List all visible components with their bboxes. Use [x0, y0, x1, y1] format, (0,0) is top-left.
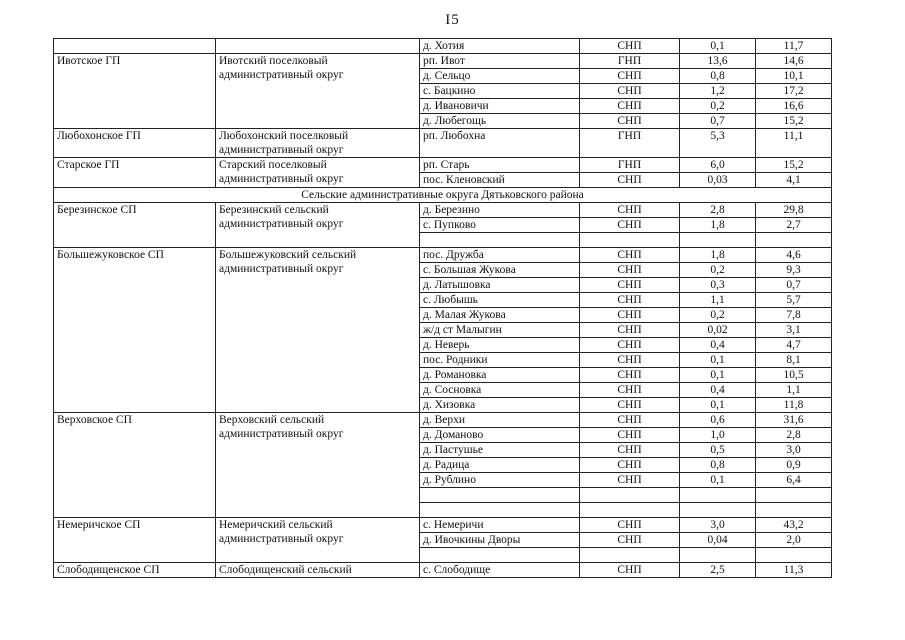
- value-b: 16,6: [756, 99, 832, 114]
- value-a: 0,7: [680, 114, 756, 129]
- blank-cell: [756, 503, 832, 518]
- district-cell: Слободищенское СП: [54, 563, 216, 578]
- value-a: 0,04: [680, 533, 756, 548]
- page-number: I5: [445, 12, 460, 28]
- okrug-cell: Немеричский сельский административный округ: [216, 518, 420, 563]
- settlement-type: СНП: [580, 39, 680, 54]
- table-row: [54, 203, 832, 218]
- district-cell: [54, 39, 216, 54]
- value-a: 2,5: [680, 563, 756, 578]
- value-a: 0,5: [680, 443, 756, 458]
- blank-cell: [680, 503, 756, 518]
- settlement-type: СНП: [580, 398, 680, 413]
- district-cell: Большежуковское СП: [54, 248, 216, 413]
- value-b: 43,2: [756, 518, 832, 533]
- blank-cell: [580, 503, 680, 518]
- value-a: 0,2: [680, 308, 756, 323]
- table-row: [54, 54, 832, 69]
- blank-cell: [420, 548, 580, 563]
- settlement-name: д. Малая Жукова: [420, 308, 580, 323]
- okrug-cell: Березинский сельский административный округ: [216, 203, 420, 248]
- settlement-name: рп. Старь: [420, 158, 580, 173]
- value-a: 0,2: [680, 263, 756, 278]
- okrug-cell: Любохонский поселковый административный округ: [216, 129, 420, 158]
- value-b: 5,7: [756, 293, 832, 308]
- settlement-type: СНП: [580, 323, 680, 338]
- value-a: 0,1: [680, 398, 756, 413]
- value-a: 1,2: [680, 84, 756, 99]
- blank-cell: [680, 488, 756, 503]
- settlement-type: СНП: [580, 428, 680, 443]
- value-a: 0,3: [680, 278, 756, 293]
- settlement-name: пос. Дружба: [420, 248, 580, 263]
- settlement-type: СНП: [580, 69, 680, 84]
- value-b: 4,1: [756, 173, 832, 188]
- value-a: 13,6: [680, 54, 756, 69]
- settlement-type: СНП: [580, 338, 680, 353]
- settlement-type: ГНП: [580, 129, 680, 158]
- district-cell: Старское ГП: [54, 158, 216, 188]
- settlement-type: СНП: [580, 533, 680, 548]
- settlement-name: с. Слободище: [420, 563, 580, 578]
- blank-cell: [756, 548, 832, 563]
- value-a: 0,03: [680, 173, 756, 188]
- blank-cell: [680, 233, 756, 248]
- value-a: 0,1: [680, 473, 756, 488]
- settlement-name: пос. Кленовский: [420, 173, 580, 188]
- value-b: 17,2: [756, 84, 832, 99]
- value-a: 0,2: [680, 99, 756, 114]
- okrug-cell: Верховский сельский административный округ: [216, 413, 420, 518]
- settlement-name: д. Хизовка: [420, 398, 580, 413]
- value-a: 6,0: [680, 158, 756, 173]
- value-a: 0,02: [680, 323, 756, 338]
- value-a: 0,1: [680, 39, 756, 54]
- okrug-cell: Слободищенский сельский: [216, 563, 420, 578]
- district-cell: Немеричское СП: [54, 518, 216, 563]
- settlement-name: рп. Ивот: [420, 54, 580, 69]
- value-a: 1,8: [680, 218, 756, 233]
- settlement-type: СНП: [580, 114, 680, 129]
- blank-cell: [580, 488, 680, 503]
- settlement-type: СНП: [580, 173, 680, 188]
- value-b: 0,9: [756, 458, 832, 473]
- okrug-cell: Большежуковский сельский административный округ: [216, 248, 420, 413]
- settlement-type: СНП: [580, 473, 680, 488]
- settlement-type: СНП: [580, 563, 680, 578]
- value-a: 1,0: [680, 428, 756, 443]
- settlement-type: СНП: [580, 263, 680, 278]
- settlement-name: д. Неверь: [420, 338, 580, 353]
- value-b: 3,1: [756, 323, 832, 338]
- table-row: [54, 518, 832, 533]
- settlement-name: с. Немеричи: [420, 518, 580, 533]
- settlement-name: с. Большая Жукова: [420, 263, 580, 278]
- value-b: 2,8: [756, 428, 832, 443]
- settlement-type: СНП: [580, 99, 680, 114]
- value-b: 2,7: [756, 218, 832, 233]
- table-row: [54, 158, 832, 173]
- table-row: [54, 248, 832, 263]
- blank-cell: [420, 503, 580, 518]
- settlement-name: пос. Родники: [420, 353, 580, 368]
- settlement-type: СНП: [580, 308, 680, 323]
- settlement-name: д. Пастушье: [420, 443, 580, 458]
- settlement-name: д. Любегощь: [420, 114, 580, 129]
- value-a: 3,0: [680, 518, 756, 533]
- value-b: 11,8: [756, 398, 832, 413]
- settlement-type: СНП: [580, 443, 680, 458]
- value-a: 0,8: [680, 69, 756, 84]
- value-b: 15,2: [756, 114, 832, 129]
- value-a: 1,8: [680, 248, 756, 263]
- value-b: 2,0: [756, 533, 832, 548]
- table-row: [54, 39, 832, 54]
- district-cell: Верховское СП: [54, 413, 216, 518]
- value-a: 0,6: [680, 413, 756, 428]
- value-b: 3,0: [756, 443, 832, 458]
- value-b: 0,7: [756, 278, 832, 293]
- value-b: 7,8: [756, 308, 832, 323]
- section-title: Сельские административные округа Дятьковского района: [54, 188, 832, 203]
- settlement-name: д. Латышовка: [420, 278, 580, 293]
- value-b: 9,3: [756, 263, 832, 278]
- settlement-name: с. Любышь: [420, 293, 580, 308]
- settlement-type: СНП: [580, 458, 680, 473]
- table-row: [54, 413, 832, 428]
- value-a: 0,1: [680, 368, 756, 383]
- settlement-name: д. Ивановичи: [420, 99, 580, 114]
- value-a: 0,1: [680, 353, 756, 368]
- value-b: 11,3: [756, 563, 832, 578]
- value-b: 8,1: [756, 353, 832, 368]
- value-a: 5,3: [680, 129, 756, 158]
- settlement-name: д. Березино: [420, 203, 580, 218]
- value-b: 14,6: [756, 54, 832, 69]
- district-cell: Любохонское ГП: [54, 129, 216, 158]
- okrug-cell: [216, 39, 420, 54]
- settlement-name: д. Доманово: [420, 428, 580, 443]
- settlement-name: д. Сосновка: [420, 383, 580, 398]
- settlement-type: ГНП: [580, 158, 680, 173]
- value-b: 31,6: [756, 413, 832, 428]
- okrug-cell: Старский поселковый административный округ: [216, 158, 420, 188]
- value-b: 29,8: [756, 203, 832, 218]
- settlement-type: СНП: [580, 203, 680, 218]
- value-b: 4,7: [756, 338, 832, 353]
- section-row: [54, 188, 832, 203]
- settlement-name: ж/д ст Малыгин: [420, 323, 580, 338]
- value-b: 11,1: [756, 129, 832, 158]
- settlement-type: СНП: [580, 293, 680, 308]
- table-row: [54, 563, 832, 578]
- value-a: 0,4: [680, 383, 756, 398]
- settlement-type: СНП: [580, 218, 680, 233]
- value-b: 4,6: [756, 248, 832, 263]
- settlement-type: СНП: [580, 518, 680, 533]
- settlement-name: рп. Любохна: [420, 129, 580, 158]
- value-b: 10,1: [756, 69, 832, 84]
- value-a: 0,8: [680, 458, 756, 473]
- value-a: 0,4: [680, 338, 756, 353]
- settlement-type: ГНП: [580, 54, 680, 69]
- settlement-name: с. Бацкино: [420, 84, 580, 99]
- blank-cell: [756, 233, 832, 248]
- blank-cell: [680, 548, 756, 563]
- settlement-type: СНП: [580, 368, 680, 383]
- blank-cell: [420, 233, 580, 248]
- settlement-name: д. Ивочкины Дворы: [420, 533, 580, 548]
- settlement-type: СНП: [580, 84, 680, 99]
- settlement-name: д. Хотия: [420, 39, 580, 54]
- blank-cell: [420, 488, 580, 503]
- settlement-type: СНП: [580, 353, 680, 368]
- value-b: 1,1: [756, 383, 832, 398]
- settlement-name: д. Верхи: [420, 413, 580, 428]
- table-row: [54, 129, 832, 158]
- settlement-name: д. Романовка: [420, 368, 580, 383]
- settlement-name: с. Пупково: [420, 218, 580, 233]
- value-b: 6,4: [756, 473, 832, 488]
- value-a: 1,1: [680, 293, 756, 308]
- settlement-type: СНП: [580, 413, 680, 428]
- value-b: 11,7: [756, 39, 832, 54]
- settlement-type: СНП: [580, 383, 680, 398]
- district-cell: Березинское СП: [54, 203, 216, 248]
- settlement-name: д. Рублино: [420, 473, 580, 488]
- settlement-type: СНП: [580, 278, 680, 293]
- district-cell: Ивотское ГП: [54, 54, 216, 129]
- value-b: 10,5: [756, 368, 832, 383]
- settlement-name: д. Радица: [420, 458, 580, 473]
- value-a: 2,8: [680, 203, 756, 218]
- blank-cell: [580, 548, 680, 563]
- value-b: 15,2: [756, 158, 832, 173]
- blank-cell: [756, 488, 832, 503]
- blank-cell: [580, 233, 680, 248]
- okrug-cell: Ивотский поселковый административный округ: [216, 54, 420, 129]
- settlement-name: д. Сельцо: [420, 69, 580, 84]
- settlements-table: [53, 38, 832, 578]
- settlement-type: СНП: [580, 248, 680, 263]
